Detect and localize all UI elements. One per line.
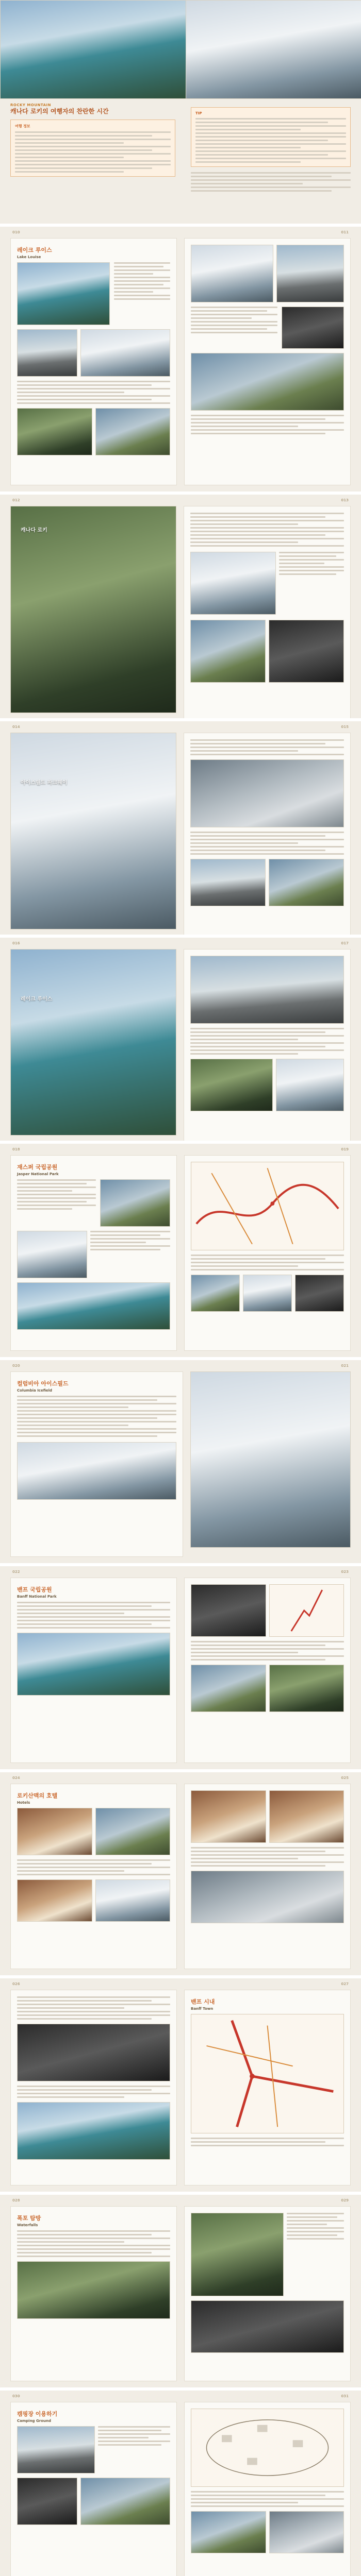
photo xyxy=(190,1059,273,1111)
hero-right-text xyxy=(191,103,351,192)
hero-box-2 xyxy=(191,107,351,167)
hero-box-title: 여행 정보 xyxy=(15,124,30,129)
photo xyxy=(269,2511,344,2553)
section-sub: Jasper National Park xyxy=(17,1172,59,1176)
page-12-left xyxy=(10,2402,177,2576)
hero-box-2-title: TIP xyxy=(195,111,202,115)
photo xyxy=(190,620,266,683)
photo xyxy=(276,1059,344,1111)
photo xyxy=(95,1879,171,1922)
photo xyxy=(95,408,171,455)
page-2-right xyxy=(184,238,351,485)
photo xyxy=(17,2024,170,2081)
spread-6: 018 019 재스퍼 국립공원 Jasper National Park xyxy=(0,1144,361,1360)
page-11-right xyxy=(184,2206,351,2381)
photo xyxy=(191,1584,266,1637)
town-map xyxy=(191,2014,344,2133)
spread-4: 014 015 아이스필드 파크웨이 xyxy=(0,721,361,938)
spread-10: 026 027 밴프 시내 Banff Town xyxy=(0,1978,361,2195)
section-sub: Banff National Park xyxy=(17,1595,57,1599)
photo xyxy=(295,1275,344,1312)
big-photo xyxy=(10,506,176,713)
photo xyxy=(190,859,266,906)
page-8-right xyxy=(184,1578,351,1763)
big-photo xyxy=(190,1371,351,1548)
overlay-label: 캐나다 로키 xyxy=(21,528,47,533)
photo xyxy=(269,1790,344,1843)
photo xyxy=(17,1879,92,1922)
photo xyxy=(190,552,276,615)
overlay-label: 아이스필드 파크웨이 xyxy=(21,780,68,786)
section-title: 컬럼비아 아이스필드 xyxy=(17,1380,69,1387)
photo xyxy=(269,620,344,683)
spread-2: 010 011 레이크 루이스 Lake Louise xyxy=(0,227,361,495)
photo xyxy=(100,1179,170,1227)
photo xyxy=(191,1665,266,1712)
photo xyxy=(276,245,344,302)
page-4-right xyxy=(184,733,351,938)
overlay-label: 레이크 루이스 xyxy=(21,996,53,1002)
campsite-diagram xyxy=(191,2409,344,2487)
spread-7: 020 021 컬럼비아 아이스필드 Columbia Icefield xyxy=(0,1360,361,1566)
photo xyxy=(17,1231,87,1278)
spread-3: 012 013 캐나다 로키 xyxy=(0,495,361,721)
section-sub: Camping Ground xyxy=(17,2419,51,2423)
spread-hero xyxy=(0,0,361,227)
page-10-right xyxy=(184,1990,351,2185)
section-title: 폭포 탐방 xyxy=(17,2215,41,2222)
mini-map-svg xyxy=(270,1585,344,1636)
page-8-left xyxy=(10,1578,177,1763)
photo xyxy=(191,2213,284,2296)
photo xyxy=(191,245,273,302)
hero-kicker: ROCKY MOUNTAIN xyxy=(10,103,51,107)
section-title: 로키산맥의 호텔 xyxy=(17,1792,58,1799)
photo xyxy=(17,1282,170,1330)
photo xyxy=(269,1665,344,1712)
section-title: 레이크 루이스 xyxy=(17,247,52,253)
section-sub: Hotels xyxy=(17,1801,30,1805)
mini-map xyxy=(269,1584,344,1637)
hero-photo-right xyxy=(186,0,361,99)
section-sub: Waterfalls xyxy=(17,2223,38,2227)
photo xyxy=(17,2426,95,2473)
photo xyxy=(190,956,344,1024)
section-title: 캠핑장 이용하기 xyxy=(17,2411,58,2417)
photo xyxy=(95,1808,171,1855)
photo xyxy=(191,1871,344,1923)
page-10-left xyxy=(10,1990,177,2185)
photo xyxy=(17,1633,170,1696)
page-6-left xyxy=(10,1155,177,1351)
photo xyxy=(282,307,344,349)
page-5-right xyxy=(184,949,351,1144)
town-map-svg xyxy=(191,2014,343,2133)
page-9-left xyxy=(10,1784,177,1969)
spread-5: 016 017 레이크 루이스 xyxy=(0,938,361,1144)
section-sub: Columbia Icefield xyxy=(17,1388,53,1393)
route-map-svg xyxy=(191,1162,343,1250)
page-6-right xyxy=(184,1155,351,1351)
spread-11: 028 029 폭포 탐방 Waterfalls xyxy=(0,2195,361,2391)
photo xyxy=(269,859,344,906)
route-map xyxy=(191,1162,344,1250)
section-title: 밴프 시내 xyxy=(191,1998,215,2005)
spread-12: 030 031 캠핑장 이용하기 Camping Ground xyxy=(0,2391,361,2576)
photo xyxy=(191,2300,344,2353)
spread-9: 024 025 로키산맥의 호텔 Hotels xyxy=(0,1772,361,1978)
section-sub: Lake Louise xyxy=(17,255,41,259)
photo xyxy=(17,2261,170,2319)
page-7-left xyxy=(10,1371,183,1557)
big-photo xyxy=(10,733,176,929)
page-9-right xyxy=(184,1784,351,1969)
photo xyxy=(17,2102,170,2160)
campsite-diagram-svg xyxy=(191,2409,343,2486)
big-photo xyxy=(10,949,176,1136)
spread-8: 022 023 밴프 국립공원 Banff National Park xyxy=(0,1566,361,1772)
hero-box xyxy=(10,120,175,177)
hero-photo xyxy=(0,0,187,99)
photo xyxy=(17,2478,77,2525)
hero-title: 캐나다 로키의 여행자의 찬란한 시간 xyxy=(10,108,109,115)
photo xyxy=(191,353,344,411)
photo xyxy=(191,1790,266,1843)
photo xyxy=(80,2478,170,2525)
photo xyxy=(190,759,344,827)
page-11-left xyxy=(10,2206,177,2381)
page-3-right xyxy=(184,506,351,721)
photo xyxy=(191,1275,240,1312)
photo xyxy=(243,1275,292,1312)
photo xyxy=(17,408,92,455)
page-2-left xyxy=(10,238,177,485)
section-title: 재스퍼 국립공원 xyxy=(17,1164,58,1171)
photo xyxy=(191,2511,266,2553)
hero-text xyxy=(10,103,175,177)
section-sub: Banff Town xyxy=(191,2007,214,2011)
section-title: 밴프 국립공원 xyxy=(17,1586,52,1593)
photo xyxy=(17,329,77,377)
photo xyxy=(17,1442,176,1500)
photo xyxy=(17,262,110,325)
photo xyxy=(80,329,170,377)
photo xyxy=(17,1808,92,1855)
page-12-right xyxy=(184,2402,351,2576)
